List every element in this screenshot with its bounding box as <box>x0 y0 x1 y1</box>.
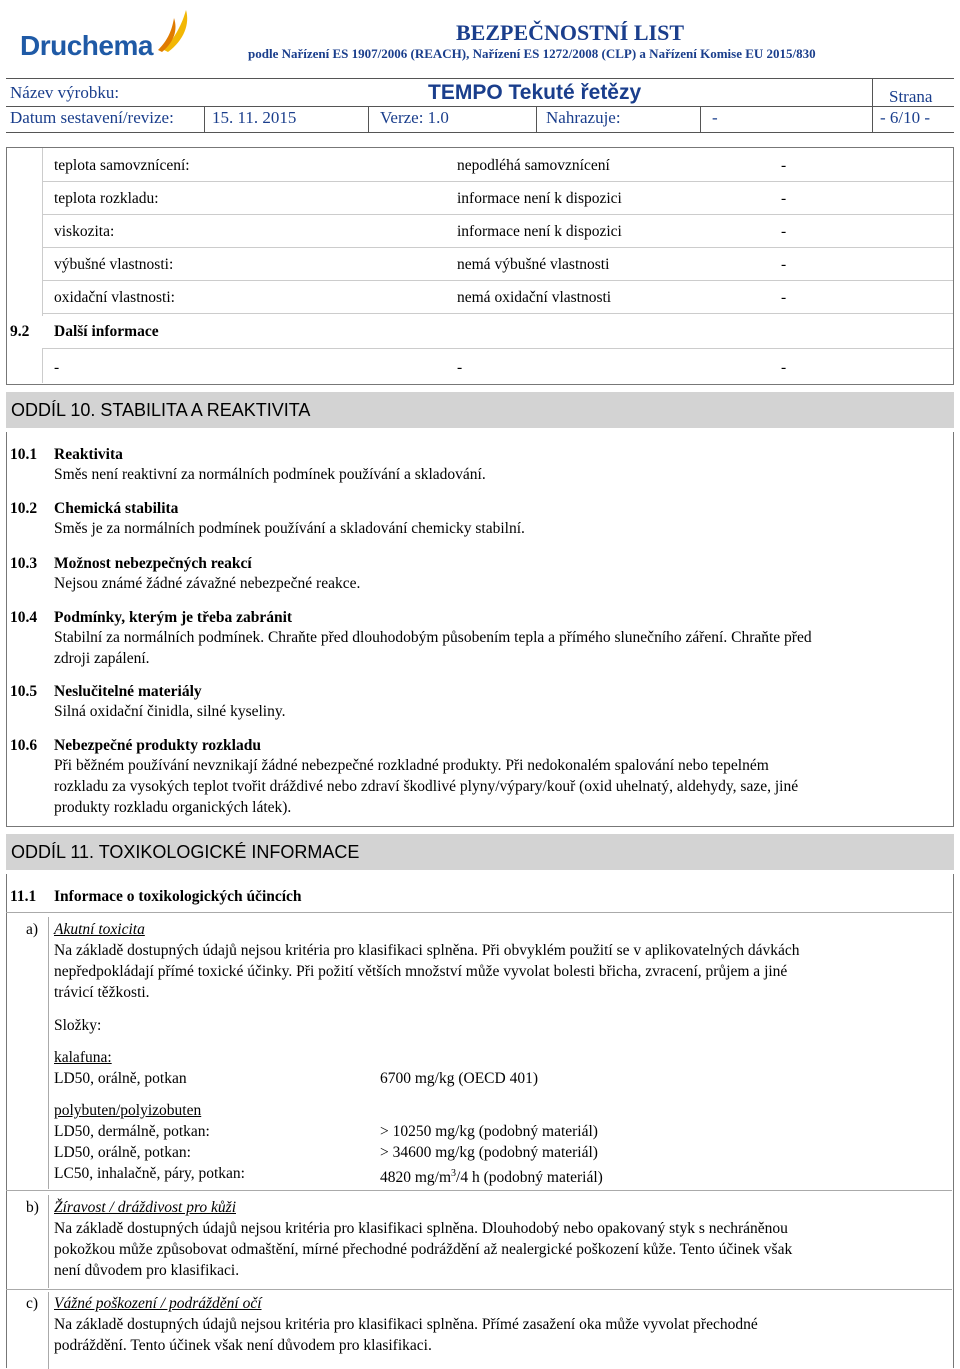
date-value: 15. 11. 2015 <box>212 108 297 127</box>
item-title: Akutní toxicita <box>54 921 145 938</box>
document-title: BEZPEČNOSTNÍ LIST <box>455 20 685 45</box>
property-note: - <box>781 157 787 174</box>
component-name: kalafuna: <box>54 1049 112 1066</box>
property-name: teplota samovznícení: <box>54 157 190 174</box>
header-divider <box>6 78 954 79</box>
paragraph-line: Na základě dostupných údajů nejsou kritéria pro klasifikaci splněna. Dlouhodobý nebo opakovaný styk s nechráněnou <box>54 1220 788 1237</box>
components-label: Složky: <box>54 1017 102 1034</box>
subsection-title: Nebezpečné produkty rozkladu <box>54 737 261 754</box>
subsection-number: 9.2 <box>10 323 30 340</box>
property-row <box>43 247 953 281</box>
divider <box>6 1289 952 1290</box>
paragraph-line: produkty rozkladu organických látek). <box>54 799 292 816</box>
paragraph-line: Směs není reaktivní za normálních podmínek používání a skladování. <box>54 466 486 483</box>
subsection-title: Informace o toxikologických účincích <box>54 888 302 905</box>
header-divider <box>6 106 954 107</box>
tox-value: > 10250 mg/kg (podobný materiál) <box>380 1123 598 1140</box>
further-info-cell: - <box>457 359 463 376</box>
replaces-value: - <box>712 108 718 127</box>
paragraph-line: zdroji zapálení. <box>54 650 150 667</box>
tox-value: 6700 mg/kg (OECD 401) <box>380 1070 539 1087</box>
property-value: nemá oxidační vlastnosti <box>457 289 612 306</box>
property-row <box>43 280 953 314</box>
property-value: informace není k dispozici <box>457 223 622 240</box>
paragraph-line: Silná oxidační činidla, silné kyseliny. <box>54 703 286 720</box>
property-value: nepodléhá samovznícení <box>457 157 610 174</box>
header-divider-v <box>368 106 369 132</box>
section-title: ODDÍL 11. TOXIKOLOGICKÉ INFORMACE <box>11 842 360 862</box>
subsection-number: 10.6 <box>10 737 38 754</box>
further-info-cell: - <box>781 359 787 376</box>
subsection-title: Chemická stabilita <box>54 500 179 517</box>
tox-label: LD50, orálně, potkan: <box>54 1144 191 1161</box>
tox-value-rest: /4 h (podobný materiál) <box>456 1169 603 1187</box>
tox-label: LD50, dermálně, potkan: <box>54 1123 210 1140</box>
section-11-heading <box>6 834 954 870</box>
property-note: - <box>781 289 787 306</box>
section-10-heading <box>6 392 954 428</box>
divider <box>48 1195 49 1288</box>
divider <box>48 917 49 1189</box>
subsection-number: 11.1 <box>10 888 37 905</box>
subsection-title: Neslučitelné materiály <box>54 683 202 700</box>
header-divider-v <box>700 106 701 132</box>
tox-value: > 34600 mg/kg (podobný materiál) <box>380 1144 598 1161</box>
property-name: výbušné vlastnosti: <box>54 256 174 273</box>
paragraph-line: Stabilní za normálních podmínek. Chraňte před dlouhodobým působením tepla a přímého slunečního záření. Chraňte před <box>54 629 812 646</box>
header-divider-v <box>536 106 537 132</box>
property-row <box>43 181 953 215</box>
date-label: Datum sestavení/revize: <box>10 108 174 127</box>
further-info-cell: - <box>54 359 60 376</box>
subsection-number: 10.3 <box>10 555 38 572</box>
component-name: polybuten/polyizobuten <box>54 1102 202 1119</box>
paragraph-line: rozkladu za vysokých teplot tvořit dráždivé nebo zdraví škodlivé plyny/výpary/kouř (oxid uhelnatý, aldehydy, saze, jiné <box>54 778 799 795</box>
item-letter: b) <box>26 1199 39 1216</box>
tox-value-sup: 3 <box>451 1168 457 1179</box>
property-note: - <box>781 190 787 207</box>
section-title: ODDÍL 10. STABILITA A REAKTIVITA <box>11 400 311 420</box>
logo-text: Druchema <box>20 30 153 61</box>
subsection-title: Reaktivita <box>54 446 123 463</box>
item-letter: c) <box>26 1295 39 1312</box>
tox-value-main: 4820 mg/m <box>380 1169 452 1187</box>
paragraph-line: Směs je za normálních podmínek používání a skladování chemicky stabilní. <box>54 520 525 537</box>
paragraph-line: nepředpokládají přímé toxické účinky. Při požití větších množství může vyvolat bolesti břicha, zvracení, průjem a jiné <box>54 963 788 980</box>
item-title: Žíravost / dráždivost pro kůži <box>54 1199 236 1216</box>
druchema-logo <box>14 6 194 66</box>
paragraph-line: Nejsou známé žádné závažné nebezpečné reakce. <box>54 575 361 592</box>
product-label: Název výrobku: <box>10 83 120 102</box>
tox-value <box>380 1164 603 1188</box>
subsection-title: Podmínky, kterým je třeba zabránit <box>54 609 293 626</box>
replaces-label: Nahrazuje: <box>546 108 621 127</box>
subsection-number: 10.2 <box>10 500 38 517</box>
page-number: - 6/10 - <box>880 108 931 127</box>
subsection-number: 10.1 <box>10 446 38 463</box>
property-value: nemá výbušné vlastnosti <box>457 256 610 273</box>
paragraph-line: Při běžném používání nevznikají žádné nebezpečné rozkladné produkty. Při nedokonalém spalování nebo tepelném <box>54 757 769 774</box>
paragraph-line: podráždění. Tento účinek však není důvodem pro klasifikaci. <box>54 1337 432 1354</box>
product-name: TEMPO Tekuté řetězy <box>428 81 642 104</box>
paragraph-line: Na základě dostupných údajů nejsou kritéria pro klasifikaci splněna. Při obvyklém použití se v aplikovatelných dávkách <box>54 942 800 959</box>
header-divider-v <box>872 78 873 132</box>
divider <box>6 912 952 913</box>
tox-label: LC50, inhalačně, páry, potkan: <box>54 1165 245 1182</box>
property-name: teplota rozkladu: <box>54 190 159 207</box>
property-note: - <box>781 256 787 273</box>
subsection-title: Možnost nebezpečných reakcí <box>54 555 252 572</box>
paragraph-line: není důvodem pro klasifikaci. <box>54 1262 240 1279</box>
paragraph-line: Na základě dostupných údajů nejsou kritéria pro klasifikaci splněna. Přímé zasažení oka může vyvolat přechodné <box>54 1316 758 1333</box>
header-divider-v <box>204 106 205 132</box>
item-letter: a) <box>26 921 39 938</box>
property-value: informace není k dispozici <box>457 190 622 207</box>
tox-label: LD50, orálně, potkan <box>54 1070 187 1087</box>
divider <box>48 1292 49 1369</box>
divider <box>6 1190 952 1191</box>
property-note: - <box>781 223 787 240</box>
paragraph-line: pokožkou může způsobovat odmaštění, mírné přechodné podráždění až nealergické poškození kůže. Tento účinek však <box>54 1241 793 1258</box>
property-name: oxidační vlastnosti: <box>54 289 175 306</box>
subsection-number: 10.4 <box>10 609 38 626</box>
subsection-number: 10.5 <box>10 683 38 700</box>
item-title: Vážné poškození / podráždění očí <box>54 1295 262 1312</box>
version: Verze: 1.0 <box>380 108 449 127</box>
page-label: Strana <box>889 87 933 106</box>
paragraph-line: trávicí těžkosti. <box>54 984 150 1001</box>
properties-table <box>42 148 953 316</box>
header-divider <box>6 132 954 133</box>
property-row <box>43 214 953 248</box>
document-subtitle: podle Nařízení ES 1907/2006 (REACH), Nařízení ES 1272/2008 (CLP) a Nařízení Komise EU 2015/830 <box>248 46 816 61</box>
property-name: viskozita: <box>54 223 115 240</box>
further-info-row <box>42 348 953 383</box>
property-row <box>43 148 953 182</box>
subsection-title: Další informace <box>54 323 159 340</box>
